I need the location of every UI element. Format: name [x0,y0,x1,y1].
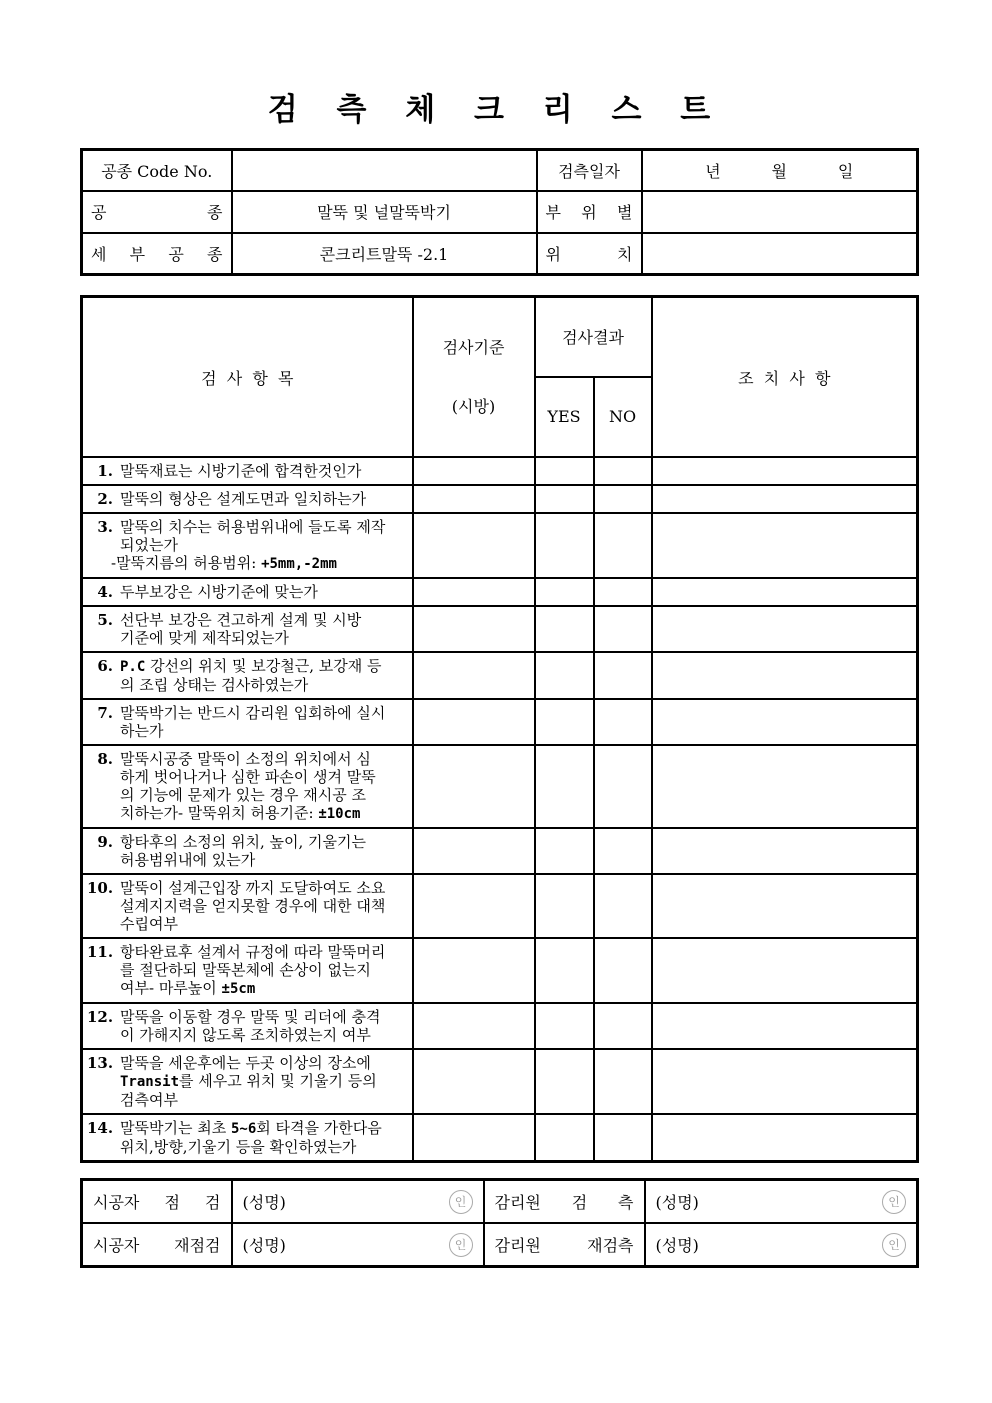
yes-cell[interactable] [535,457,594,485]
checklist-item-row [82,485,918,513]
criteria-cell[interactable] [413,699,535,745]
item-text: P.C 강선의 위치 및 보강철근, 보강재 등 의 조립 상태는 검사하였는가 [120,657,382,694]
label-supervisor-reinspection: 감리원 재검측 [484,1223,645,1267]
item-number: 2. [97,490,113,508]
item-text: 말뚝의 치수는 허용범위내에 들도록 제작 되었는가 -말뚝지름의 허용범위: +5mm,-2mm [111,518,386,572]
contractor-check-name-cell[interactable] [232,1180,484,1224]
item-number: 13. [87,1054,114,1072]
checklist-body [82,297,918,1162]
item-cell [82,606,413,652]
item-number: 5. [97,611,113,629]
item-number: 4. [97,583,113,601]
checklist-item-row [82,828,918,874]
action-cell[interactable] [652,938,918,1003]
checklist-table [80,295,919,1163]
yes-cell[interactable] [535,828,594,874]
yes-cell[interactable] [535,1049,594,1114]
action-cell[interactable] [652,652,918,699]
supervisor-inspection-name-cell[interactable] [645,1180,918,1224]
item-text: 말뚝박기는 최초 5~6회 타격을 가한다음 위치,방향,기울기 등을 확인하였는가 [120,1119,382,1156]
checklist-item-row [82,578,918,606]
no-cell[interactable] [594,874,652,938]
label-code-no: 공종 Code No. [82,150,232,192]
no-cell[interactable] [594,1003,652,1049]
label-inspection-date: 검측일자 [537,150,642,192]
yes-cell[interactable] [535,745,594,828]
item-text: 선단부 보강은 견고하게 설계 및 시방 기준에 맞게 제작되었는가 [120,611,362,647]
criteria-cell[interactable] [413,652,535,699]
contractor-recheck-name-cell[interactable] [232,1223,484,1267]
action-cell[interactable] [652,606,918,652]
header-action: 조 치 사 항 [652,297,918,458]
yes-cell[interactable] [535,513,594,578]
item-text: 항타후의 소정의 위치, 높이, 기울기는 허용범위내에 있는가 [120,833,366,869]
label-detail-work: 세 부 공 종 [82,233,232,275]
name-placeholder: (성명) [242,1236,286,1255]
yes-cell[interactable] [535,699,594,745]
no-cell[interactable] [594,485,652,513]
no-cell[interactable] [594,1114,652,1162]
item-text: 두부보강은 시방기준에 맞는가 [120,583,318,601]
item-cell [82,1114,413,1162]
item-cell [82,828,413,874]
name-placeholder: (성명) [655,1236,699,1255]
criteria-cell[interactable] [413,513,535,578]
item-number: 9. [97,833,113,851]
value-location[interactable] [642,233,918,275]
action-cell[interactable] [652,1114,918,1162]
checklist-header-row-1 [82,297,918,377]
item-text: 말뚝시공중 말뚝이 소정의 위치에서 심 하게 벗어나거나 심한 파손이 생겨 말뚝 의 기능에 문제가 있는 경우 재시공 조 치하는가- 말뚝위치 허용기준: ±10cm [120,750,376,822]
no-cell[interactable] [594,652,652,699]
no-cell[interactable] [594,457,652,485]
info-row-code [82,150,918,192]
value-work-type: 말뚝 및 널말뚝박기 [232,191,537,232]
checklist-item-row [82,874,918,938]
criteria-cell[interactable] [413,938,535,1003]
item-cell [82,1049,413,1114]
checklist-item-row [82,652,918,699]
label-section: 부 위 별 [537,191,642,232]
checklist-item-row [82,457,918,485]
header-yes: YES [535,377,594,457]
checklist-item-row [82,1114,918,1162]
yes-cell[interactable] [535,938,594,1003]
item-number: 14. [87,1119,114,1137]
header-criteria-line2: (시방) [451,397,496,416]
item-cell [82,513,413,578]
item-cell [82,485,413,513]
criteria-cell[interactable] [413,606,535,652]
action-cell[interactable] [652,874,918,938]
label-location: 위 치 [537,233,642,275]
item-text: 말뚝의 형상은 설계도면과 일치하는가 [120,490,367,508]
item-number: 1. [97,462,113,480]
action-cell[interactable] [652,699,918,745]
yes-cell[interactable] [535,1003,594,1049]
seal-stamp-icon: 인 [449,1233,473,1257]
header-criteria-line1: 검사기준 [442,338,505,357]
item-cell [82,699,413,745]
item-text: 말뚝재료는 시방기준에 합격한것인가 [120,462,362,480]
action-cell[interactable] [652,1003,918,1049]
value-inspection-date[interactable]: 년 월 일 [642,150,918,192]
seal-stamp-icon: 인 [882,1233,906,1257]
yes-cell[interactable] [535,578,594,606]
info-row-work-type [82,191,918,232]
label-contractor-recheck: 시공자 재점검 [82,1223,232,1267]
item-text: 말뚝이 설계근입장 까지 도달하여도 소요 설계지지력을 얻지못할 경우에 대한 대책 수립여부 [120,879,386,933]
item-number: 11. [87,943,114,961]
item-text: 말뚝을 세운후에는 두곳 이상의 장소에 Transit를 세우고 위치 및 기울기 등의 검측여부 [120,1054,377,1109]
item-text: 말뚝박기는 반드시 감리원 입회하에 실시 하는가 [120,704,386,740]
no-cell[interactable] [594,745,652,828]
item-cell [82,874,413,938]
header-no: NO [594,377,652,457]
item-number: 8. [97,750,113,768]
seal-stamp-icon: 인 [449,1190,473,1214]
label-work-type: 공 종 [82,191,232,232]
yes-cell[interactable] [535,485,594,513]
item-cell [82,457,413,485]
signature-row-2 [82,1223,918,1267]
no-cell[interactable] [594,828,652,874]
item-cell [82,578,413,606]
action-cell[interactable] [652,513,918,578]
info-row-detail-work [82,233,918,275]
checklist-item-row [82,938,918,1003]
no-cell[interactable] [594,699,652,745]
action-cell[interactable] [652,745,918,828]
checklist-item-row [82,513,918,578]
value-detail-work: 콘크리트말뚝 -2.1 [232,233,537,275]
criteria-cell[interactable] [413,874,535,938]
checklist-item-row [82,745,918,828]
criteria-cell[interactable] [413,1114,535,1162]
checklist-item-row [82,1049,918,1114]
criteria-cell[interactable] [413,578,535,606]
criteria-cell[interactable] [413,828,535,874]
item-text: 항타완료후 설계서 규정에 따라 말뚝머리 를 절단하되 말뚝본체에 손상이 없는지 여부- 마루높이 ±5cm [120,943,386,997]
item-number: 10. [87,879,114,897]
criteria-cell[interactable] [413,485,535,513]
name-placeholder: (성명) [655,1193,699,1212]
item-cell [82,938,413,1003]
no-cell[interactable] [594,578,652,606]
no-cell[interactable] [594,938,652,1003]
no-cell[interactable] [594,1049,652,1114]
action-cell[interactable] [652,485,918,513]
seal-stamp-icon: 인 [882,1190,906,1214]
label-contractor-check: 시공자 점 검 [82,1180,232,1224]
value-section[interactable] [642,191,918,232]
header-inspection-items: 검 사 항 목 [82,297,413,458]
action-cell[interactable] [652,457,918,485]
item-number: 3. [97,518,113,536]
item-number: 6. [97,657,113,675]
yes-cell[interactable] [535,1114,594,1162]
checklist-item-row [82,1003,918,1049]
info-table [80,148,919,276]
criteria-cell[interactable] [413,1049,535,1114]
action-cell[interactable] [652,1049,918,1114]
action-cell[interactable] [652,828,918,874]
criteria-cell[interactable] [413,1003,535,1049]
yes-cell[interactable] [535,874,594,938]
no-cell[interactable] [594,513,652,578]
supervisor-reinspection-name-cell[interactable] [645,1223,918,1267]
header-criteria [413,297,535,458]
action-cell[interactable] [652,578,918,606]
item-cell [82,652,413,699]
checklist-item-row [82,606,918,652]
header-result: 검사결과 [535,297,652,377]
item-number: 7. [97,704,113,722]
criteria-cell[interactable] [413,457,535,485]
criteria-cell[interactable] [413,745,535,828]
signature-table [80,1178,919,1268]
label-supervisor-inspection: 감리원 검 측 [484,1180,645,1224]
yes-cell[interactable] [535,606,594,652]
no-cell[interactable] [594,606,652,652]
item-text: 말뚝을 이동할 경우 말뚝 및 리더에 충격 이 가해지지 않도록 조치하였는지 여부 [120,1008,381,1044]
page-title: 검 측 체 크 리 스 트 [267,92,725,128]
item-cell [82,745,413,828]
name-placeholder: (성명) [242,1193,286,1212]
value-code-no[interactable] [232,150,537,192]
signature-row-1 [82,1180,918,1224]
yes-cell[interactable] [535,652,594,699]
item-number: 12. [87,1008,114,1026]
item-cell [82,1003,413,1049]
checklist-item-row [82,699,918,745]
